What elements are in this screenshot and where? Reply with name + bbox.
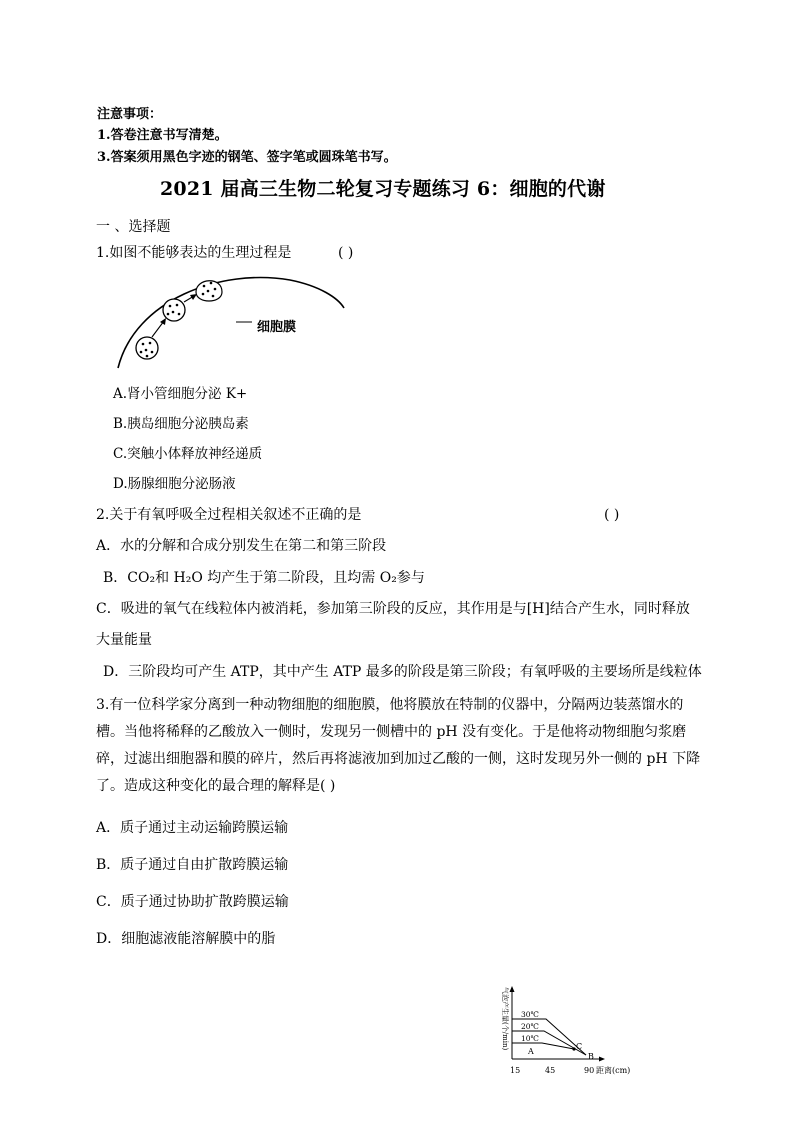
notice-line-1: 1.答卷注意书写清楚。 xyxy=(97,128,228,143)
q2-option-c-line2: 大量能量 xyxy=(96,632,152,648)
point-c: C xyxy=(576,1042,583,1051)
point-a: A xyxy=(528,1047,534,1056)
q3-line-1: 3.有一位科学家分离到一种动物细胞的细胞膜，他将膜放在特制的仪器中，分隔两边装蒸馏水的 xyxy=(96,697,684,713)
series-20: 20℃ xyxy=(521,1022,539,1031)
section-heading: 一 、选择题 xyxy=(96,219,171,235)
q2-option-c-line1: C．吸进的氧气在线粒体内被消耗，参加第三阶段的反应，其作用是与[H]结合产生水，同时释放 xyxy=(96,601,690,617)
q1-option-a: A.肾小管细胞分泌 K+ xyxy=(113,386,248,402)
point-b: B xyxy=(588,1052,594,1061)
notice-heading: 注意事项： xyxy=(97,107,163,122)
q3-option-d: D．细胞滤液能溶解膜中的脂 xyxy=(96,931,276,947)
q1-option-c: C.突触小体释放神经递质 xyxy=(113,446,263,462)
y-axis-label: 气泡产生量(个/min) xyxy=(501,987,509,1051)
curve-10c xyxy=(512,1043,574,1049)
q2-paren: ( ) xyxy=(604,507,620,523)
q2-option-d: D．三阶段均可产生 ATP，其中产生 ATP 最多的阶段是第三阶段；有氧呼吸的主要场所是线粒体 xyxy=(103,664,702,680)
x-axis-label: 距离(cm) xyxy=(596,1066,631,1075)
q1-paren: ( ) xyxy=(338,245,354,261)
q3-option-c: C．质子通过协助扩散跨膜运输 xyxy=(96,894,289,910)
q1-figure xyxy=(100,270,350,375)
q3-option-a: A．质子通过主动运输跨膜运输 xyxy=(96,820,289,836)
q1-option-b: B.胰岛细胞分泌胰岛素 xyxy=(113,416,249,432)
q3-line-2: 槽。当他将稀释的乙酸放入一侧时，发现另一侧槽中的 pH 没有变化。于是他将动物细胞匀浆磨 xyxy=(96,724,687,740)
page-title: 2021 届高三生物二轮复习专题练习 6：细胞的代谢 xyxy=(160,178,606,200)
tick-90: 90 xyxy=(584,1066,595,1075)
series-10: 10℃ xyxy=(521,1034,539,1043)
q-figure-2 xyxy=(490,985,650,1080)
q1-option-d: D.肠腺细胞分泌肠液 xyxy=(113,476,236,492)
q2-option-b: B．CO₂和 H₂O 均产生于第二阶段，且均需 O₂参与 xyxy=(103,570,425,586)
q3-option-b: B．质子通过自由扩散跨膜运输 xyxy=(96,857,289,873)
q2-stem: 2.关于有氧呼吸全过程相关叙述不正确的是 xyxy=(96,507,362,523)
q3-line-3: 碎，过滤出细胞器和膜的碎片，然后再将滤液加到加过乙酸的一侧，这时发现另外一侧的 pH 下降 xyxy=(96,751,701,767)
notice-line-2: 3.答案须用黑色字迹的钢笔、签字笔或圆珠笔书写。 xyxy=(97,150,397,165)
q1-figure-label: 细胞膜 xyxy=(257,320,297,335)
tick-15: 15 xyxy=(510,1066,521,1075)
tick-45: 45 xyxy=(545,1066,556,1075)
q3-line-4: 了。造成这种变化的最合理的解释是( ) xyxy=(96,778,336,794)
vesicle-middle xyxy=(163,299,185,321)
q1-stem: 1.如图不能够表达的生理过程是 xyxy=(96,245,292,261)
q2-option-a: A．水的分解和合成分别发生在第二和第三阶段 xyxy=(96,538,387,554)
series-30: 30℃ xyxy=(521,1010,539,1019)
